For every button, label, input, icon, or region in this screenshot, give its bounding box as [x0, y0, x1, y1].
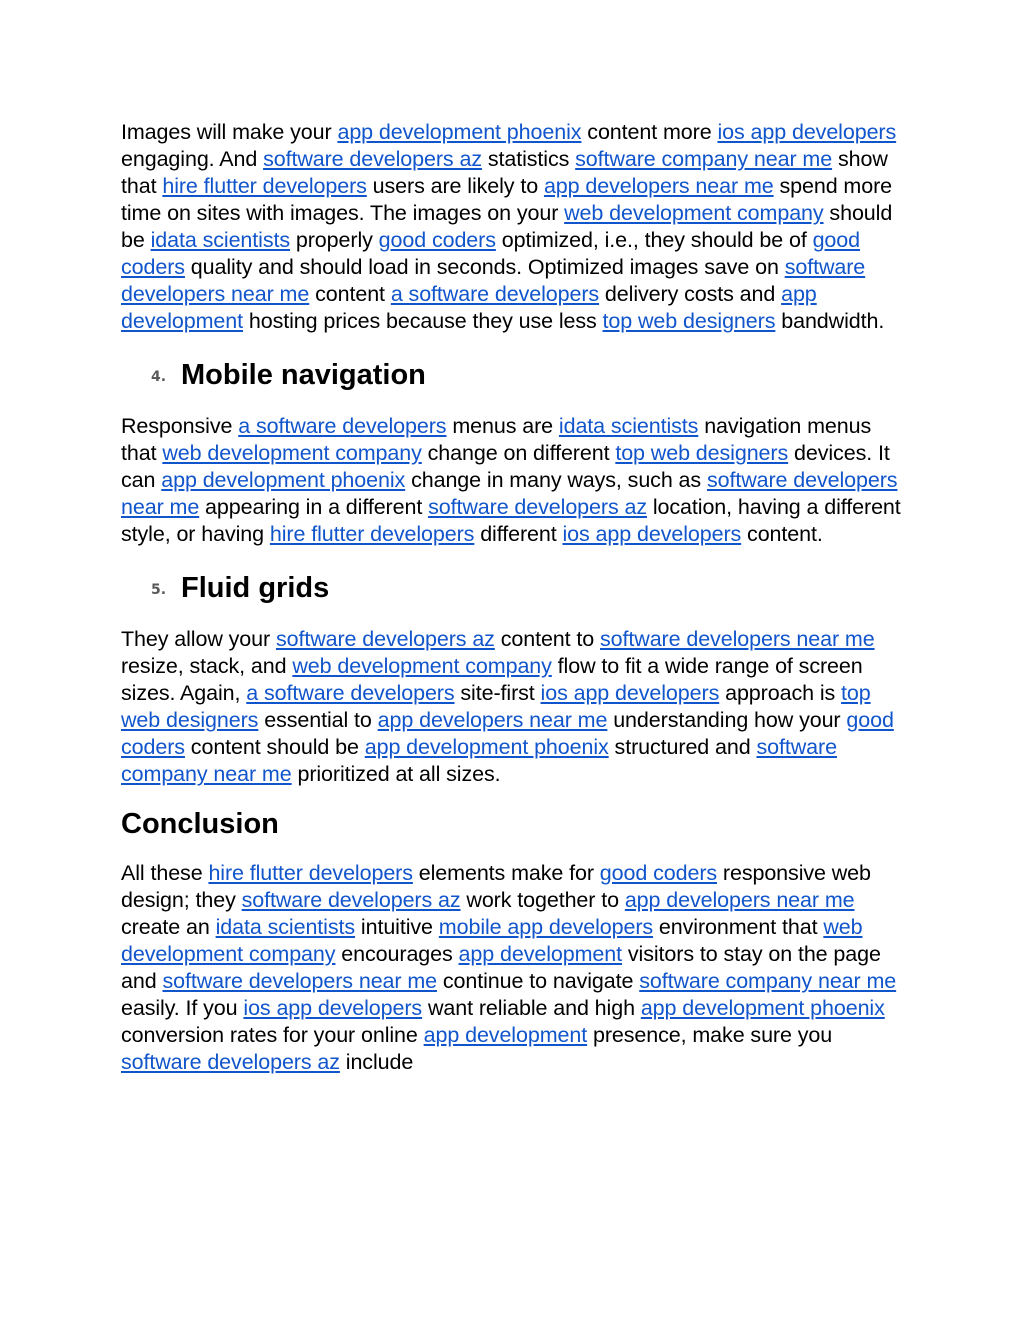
document-page	[121, 119, 911, 1076]
text-run: easily. If you	[121, 996, 244, 1020]
inline-link[interactable]: mobile app developers	[438, 915, 654, 939]
text-run: encourages	[335, 942, 459, 966]
section-heading-mobile-navigation	[121, 357, 911, 395]
text-run: bandwidth.	[775, 309, 885, 333]
text-run: location, having a different style, or having	[121, 495, 901, 546]
text-run: want reliable and high	[422, 996, 641, 1020]
inline-link[interactable]: web development company	[564, 201, 824, 225]
inline-link[interactable]: idata scientists	[150, 228, 291, 252]
inline-link[interactable]: software developers az	[121, 1050, 340, 1074]
text-run: users are likely to	[366, 174, 544, 198]
text-run: content	[309, 282, 391, 306]
section-title: Fluid grids	[181, 572, 330, 604]
text-run: intuitive	[355, 915, 439, 939]
inline-link[interactable]: software developers az	[428, 495, 647, 519]
inline-link[interactable]: good coders	[378, 228, 496, 252]
text-run: presence, make sure you	[587, 1023, 833, 1047]
inline-link[interactable]: a software developers	[238, 414, 447, 438]
inline-link[interactable]: good coders	[121, 228, 861, 279]
inline-link[interactable]: software developers near me	[121, 468, 898, 519]
section-heading-conclusion: Conclusion	[121, 808, 279, 840]
text-run: quality and should load in seconds. Optimized images save on	[184, 255, 785, 279]
inline-link[interactable]: software company near me	[639, 969, 897, 993]
text-run: devices. It can	[121, 441, 890, 492]
text-run: should be	[121, 201, 893, 252]
text-run: Responsive	[121, 414, 239, 438]
inline-link[interactable]: software developers az	[241, 888, 461, 912]
inline-link[interactable]: hire flutter developers	[162, 174, 367, 198]
text-run: menus are	[446, 414, 559, 438]
inline-link[interactable]: good coders	[121, 708, 894, 759]
inline-link[interactable]: web development company	[121, 915, 863, 966]
inline-link[interactable]: a software developers	[246, 681, 455, 705]
text-run: show that	[121, 147, 888, 198]
inline-link[interactable]: software developers az	[263, 147, 482, 171]
inline-link[interactable]: app developers near me	[543, 174, 774, 198]
text-run: flow to fit a wide range of screen sizes. Again,	[121, 654, 863, 705]
text-run: responsive web design; they	[121, 861, 871, 912]
text-run: content.	[741, 522, 823, 546]
text-run: delivery costs and	[599, 282, 782, 306]
inline-link[interactable]: idata scientists	[215, 915, 356, 939]
section-title: Mobile navigation	[181, 359, 426, 391]
text-run: elements make for	[412, 861, 600, 885]
text-run: optimized, i.e., they should be of	[495, 228, 813, 252]
section-number: 4.	[151, 369, 167, 385]
inline-link[interactable]: hire flutter developers	[269, 522, 475, 546]
inline-link[interactable]: software developers near me	[162, 969, 438, 993]
text-run: resize, stack, and	[121, 654, 293, 678]
inline-link[interactable]: hire flutter developers	[208, 861, 413, 885]
section-heading-fluid-grids	[121, 570, 911, 608]
inline-link[interactable]: software developers near me	[121, 255, 866, 306]
text-run: navigation menus that	[121, 414, 872, 465]
text-run: appearing in a different	[199, 495, 429, 519]
text-run: conversion rates for your online	[121, 1023, 424, 1047]
text-run: All these	[121, 861, 209, 885]
inline-link[interactable]: top web designers	[121, 681, 871, 732]
inline-link[interactable]: top web designers	[615, 441, 789, 465]
inline-link[interactable]: app developers near me	[377, 708, 608, 732]
text-run: approach is	[719, 681, 842, 705]
text-run: engaging. And	[121, 147, 264, 171]
text-run: spend more time on sites with images. The images on your	[121, 174, 893, 225]
text-run: Images will make your	[121, 120, 338, 144]
text-run: work together to	[460, 888, 625, 912]
text-run: They allow your	[121, 627, 276, 651]
text-run: different	[474, 522, 563, 546]
inline-link[interactable]: app development phoenix	[364, 735, 609, 759]
text-run: change in many ways, such as	[405, 468, 707, 492]
inline-link[interactable]: software company near me	[575, 147, 833, 171]
inline-link[interactable]: web development company	[292, 654, 552, 678]
text-run: create an	[121, 915, 216, 939]
inline-link[interactable]: web development company	[162, 441, 422, 465]
text-run: environment that	[653, 915, 824, 939]
fluid-grids-paragraph	[121, 626, 911, 788]
inline-link[interactable]: software company near me	[121, 735, 837, 786]
text-run: content to	[494, 627, 601, 651]
text-run: essential to	[258, 708, 378, 732]
inline-link[interactable]: ios app developers	[717, 120, 897, 144]
inline-link[interactable]: software developers near me	[600, 627, 875, 651]
mobile-navigation-paragraph	[121, 413, 911, 548]
inline-link[interactable]: ios app developers	[540, 681, 720, 705]
inline-link[interactable]: ios app developers	[243, 996, 423, 1020]
text-run: understanding how your	[607, 708, 847, 732]
inline-link[interactable]: app development phoenix	[161, 468, 406, 492]
text-run: content more	[581, 120, 718, 144]
conclusion-paragraph	[121, 860, 911, 1076]
inline-link[interactable]: ios app developers	[562, 522, 742, 546]
text-run: structured and	[608, 735, 757, 759]
inline-link[interactable]: top web designers	[602, 309, 776, 333]
inline-link[interactable]: app development	[121, 282, 817, 333]
text-run: include	[339, 1050, 414, 1074]
inline-link[interactable]: app development phoenix	[337, 120, 582, 144]
inline-link[interactable]: software developers az	[275, 627, 495, 651]
text-run: hosting prices because they use less	[243, 309, 603, 333]
text-run: properly	[290, 228, 379, 252]
text-run: visitors to stay on the page and	[121, 942, 881, 993]
text-run: content should be	[184, 735, 365, 759]
inline-link[interactable]: good coders	[599, 861, 718, 885]
inline-link[interactable]: app development	[458, 942, 623, 966]
text-run: site-first	[454, 681, 541, 705]
section-number: 5.	[151, 582, 167, 598]
inline-link[interactable]: app development	[423, 1023, 588, 1047]
intro-paragraph	[121, 119, 911, 335]
text-run: continue to navigate	[437, 969, 640, 993]
inline-link[interactable]: a software developers	[390, 282, 600, 306]
inline-link[interactable]: idata scientists	[558, 414, 699, 438]
text-run: statistics	[481, 147, 576, 171]
inline-link[interactable]: app developers near me	[624, 888, 855, 912]
text-run: change on different	[421, 441, 616, 465]
inline-link[interactable]: app development phoenix	[640, 996, 885, 1020]
text-run: prioritized at all sizes.	[291, 762, 501, 786]
